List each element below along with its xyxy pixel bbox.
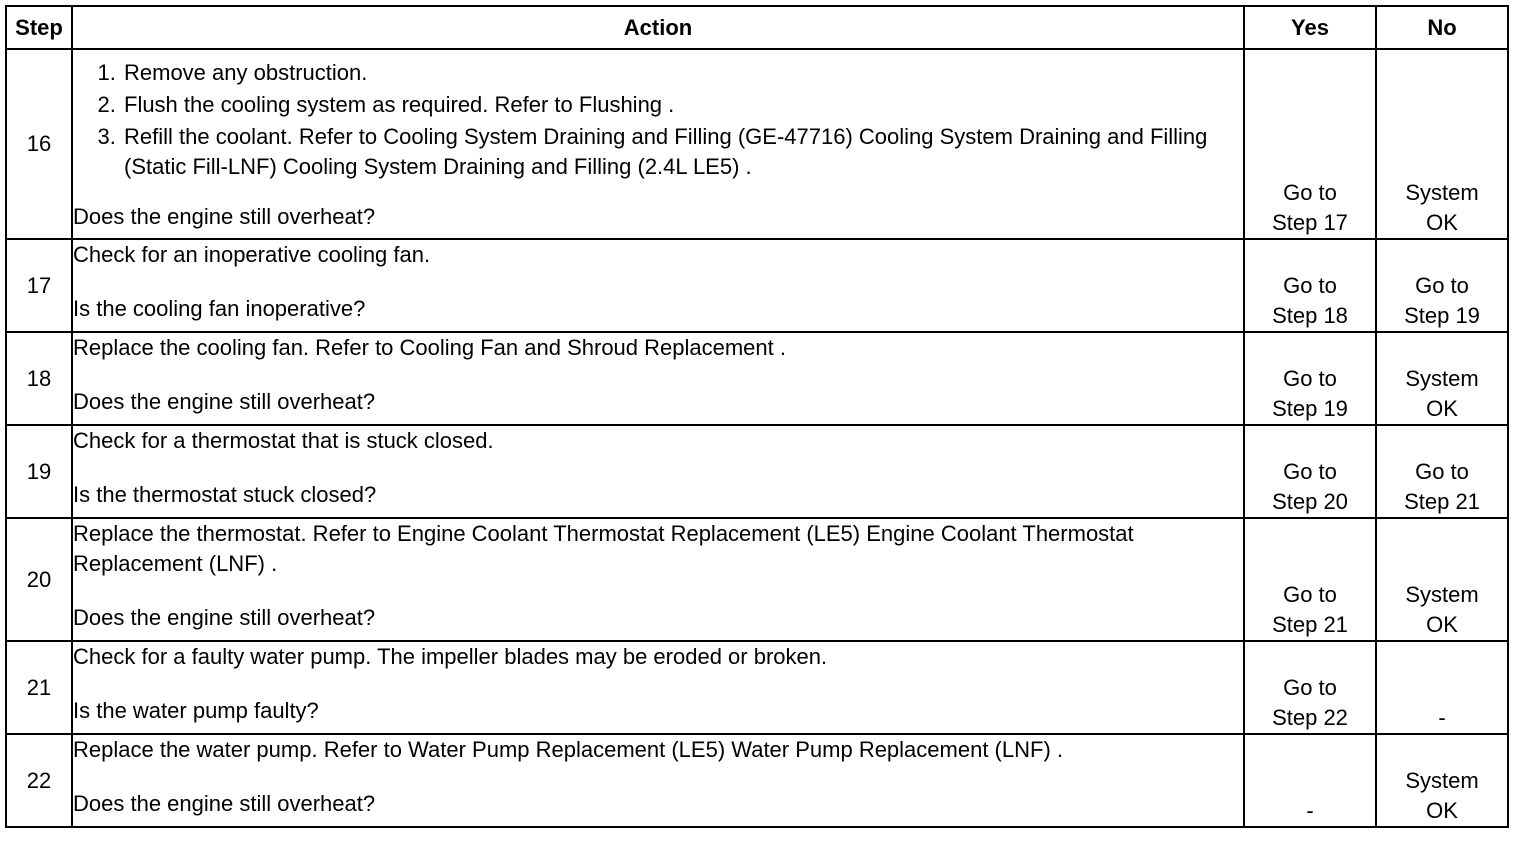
action-instruction: Replace the water pump. Refer to Water Pump Replacement (LE5) Water Pump Replacement (LNF) . — [73, 737, 1063, 762]
yes-line-1: Go to — [1283, 459, 1337, 484]
yes-cell — [1244, 239, 1376, 332]
step-number: 22 — [6, 734, 72, 827]
table-row — [6, 49, 1508, 239]
yes-line-1: Go to — [1283, 675, 1337, 700]
action-cell — [72, 49, 1244, 239]
no-cell — [1376, 239, 1508, 332]
no-cell — [1376, 518, 1508, 641]
yes-line-2: Step 20 — [1272, 489, 1348, 514]
step-number: 21 — [6, 641, 72, 734]
no-line-2: OK — [1426, 798, 1458, 823]
action-instruction: Check for a faulty water pump. The impeller blades may be eroded or broken. — [73, 644, 828, 669]
step-number: 18 — [6, 332, 72, 425]
table-row — [6, 332, 1508, 425]
action-cell — [72, 332, 1244, 425]
list-item: 1. Remove any obstruction. — [122, 58, 1243, 88]
action-cell — [72, 518, 1244, 641]
diagnostic-table — [5, 5, 1509, 828]
yes-cell — [1244, 425, 1376, 518]
action-question: Is the thermostat stuck closed? — [73, 482, 377, 507]
action-cell — [72, 641, 1244, 734]
step-number: 16 — [6, 49, 72, 239]
step-number: 17 — [6, 239, 72, 332]
no-line-1: Go to — [1415, 273, 1469, 298]
action-question: Does the engine still overheat? — [73, 389, 376, 414]
yes-cell — [1244, 734, 1376, 827]
yes-line-2: Step 21 — [1272, 612, 1348, 637]
yes-line-1: Go to — [1283, 582, 1337, 607]
action-list — [73, 58, 1243, 182]
yes-cell — [1244, 49, 1376, 239]
header-row — [6, 6, 1508, 49]
list-item: 3. Refill the coolant. Refer to Cooling System Draining and Filling (GE-47716) Cooling System Draining and Filling (Static Fill-LNF) Cooling System Draining and Filling (2.4L LE5) . — [122, 122, 1243, 182]
action-question: Does the engine still overheat? — [73, 791, 376, 816]
no-cell — [1376, 332, 1508, 425]
list-item: 2. Flush the cooling system as required. Refer to Flushing . — [122, 90, 1243, 120]
no-line-1: System — [1405, 366, 1479, 391]
no-line-2: OK — [1426, 210, 1458, 235]
yes-cell — [1244, 641, 1376, 734]
action-question: Is the water pump faulty? — [73, 698, 319, 723]
yes-cell — [1244, 332, 1376, 425]
step-number: 19 — [6, 425, 72, 518]
header-action: Action — [72, 6, 1244, 49]
action-instruction: Check for an inoperative cooling fan. — [73, 242, 431, 267]
no-line-2: Step 19 — [1404, 303, 1480, 328]
no-cell — [1376, 641, 1508, 734]
header-step: Step — [6, 6, 72, 49]
no-line-1: System — [1405, 768, 1479, 793]
action-question: Is the cooling fan inoperative? — [73, 296, 366, 321]
no-line-1: System — [1405, 180, 1479, 205]
yes-line-2: Step 22 — [1272, 705, 1348, 730]
no-line-2: OK — [1426, 612, 1458, 637]
yes-line-1: Go to — [1283, 366, 1337, 391]
header-no: No — [1376, 6, 1508, 49]
table-row — [6, 425, 1508, 518]
no-cell — [1376, 49, 1508, 239]
table-row — [6, 641, 1508, 734]
action-cell — [72, 734, 1244, 827]
table-row — [6, 734, 1508, 827]
yes-line-1: Go to — [1283, 180, 1337, 205]
no-line-1: - — [1438, 705, 1446, 730]
action-instruction: Check for a thermostat that is stuck closed. — [73, 428, 494, 453]
table-row — [6, 239, 1508, 332]
action-instruction: Replace the cooling fan. Refer to Cooling Fan and Shroud Replacement . — [73, 335, 786, 360]
action-instruction: Replace the thermostat. Refer to Engine Coolant Thermostat Replacement (LE5) Engine Coolant Thermostat Replacement (LNF) . — [73, 521, 1134, 576]
yes-line-1: Go to — [1283, 273, 1337, 298]
no-cell — [1376, 425, 1508, 518]
action-question: Does the engine still overheat? — [73, 204, 376, 229]
yes-line-2: Step 17 — [1272, 210, 1348, 235]
table-row — [6, 518, 1508, 641]
yes-cell — [1244, 518, 1376, 641]
no-line-1: System — [1405, 582, 1479, 607]
step-number: 20 — [6, 518, 72, 641]
no-line-1: Go to — [1415, 459, 1469, 484]
action-cell — [72, 425, 1244, 518]
header-yes: Yes — [1244, 6, 1376, 49]
action-cell — [72, 239, 1244, 332]
yes-line-2: Step 19 — [1272, 396, 1348, 421]
yes-line-1: - — [1306, 798, 1314, 823]
yes-line-2: Step 18 — [1272, 303, 1348, 328]
no-line-2: OK — [1426, 396, 1458, 421]
no-cell — [1376, 734, 1508, 827]
action-question: Does the engine still overheat? — [73, 605, 376, 630]
no-line-2: Step 21 — [1404, 489, 1480, 514]
